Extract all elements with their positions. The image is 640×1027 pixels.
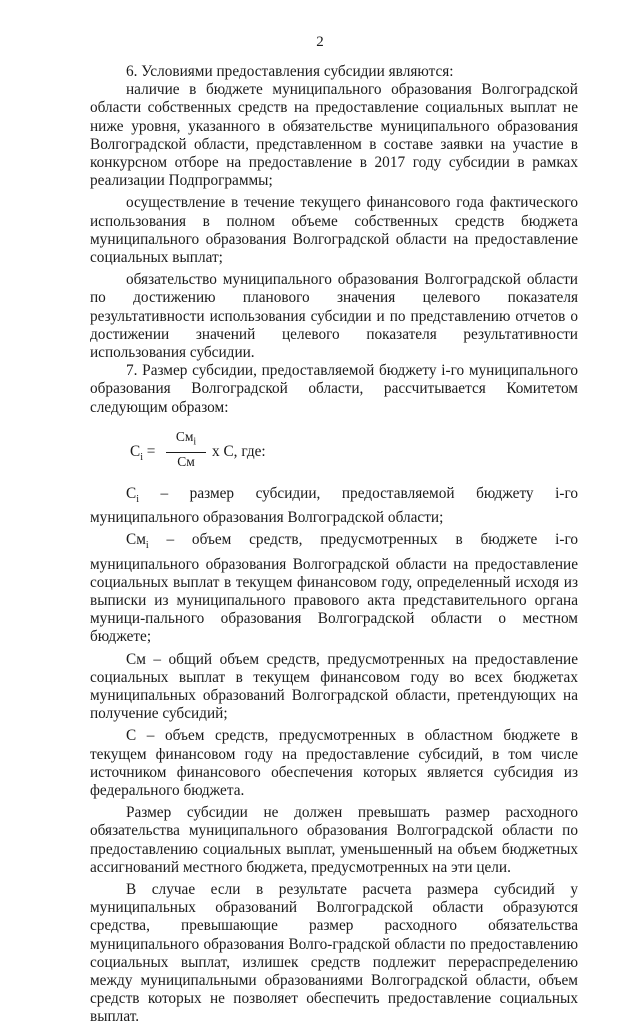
fraction-bar [166,452,206,453]
subsidy-formula [90,423,578,483]
document-body [90,63,578,1027]
page-number: 2 [316,34,324,50]
definition-cmi: $См_i$ – объем средств, предусмотренных в бюджете i-го муниципального образования Волгоградской области на предоставление социальных выплат в текущем финансовом году, определенный исходя из выписки из муниципального правового акта представительного органа муници-пального образования Волгоградской области о местном бюджете; [90,531,578,646]
definition-cm: См – общий объем средств, предусмотренных на предоставление социальных выплат в текущем финансовом году во всех бюджетах муниципальных образований Волгоградской области, претендующих на получение субсидий; [90,650,578,723]
section-6-heading: 6. Условиями предоставления субсидии являются: [126,63,454,80]
condition-full-use: осуществление в течение текущего финансового года фактического использования в полном объеме собственных средств бюджета муниципального образования Волгоградской области на предоставление социальных выплат; [90,194,578,267]
section-7-intro: 7. Размер субсидии, предоставляемой бюджету i-го муниципального образования Волгоградской области, рассчитывается Комитетом следующим образом: [90,362,578,416]
condition-target-indicator: обязательство муниципального образования Волгоградской области по достижению планового значения целевого показателя результативности использования субсидии и по представлению отчетов о достижении значений целевого показателя результативности использования субсидии. [90,271,578,362]
subsidy-limit-paragraph: Размер субсидии не должен превышать размер расходного обязательства муниципального образования Волгоградской области по предоставлению социальных выплат, уменьшенный на объем бюджетных ассигнований местного бюджета, предусмотренных на эти цели. [90,804,578,876]
definition-ci: $C_i$ – размер субсидии, предоставляемой бюджету i-го муниципального образования Волгоградской области; [90,484,578,527]
formula-fraction [166,429,206,470]
redistribution-paragraph: В случае если в результате расчета размера субсидий у муниципальных образований Волгоградской области образуются средства, превышающие размер расходного обязательства муниципального образования Волго-градской области по предоставлению социальных выплат, излишек средств подлежит перераспределению между муниципальными образованиями Волгоградской области, объем средств которых не позволяет обеспечить предоставление социальных выплат. [90,881,578,1026]
formula-numerator: $См_i$ [175,428,197,448]
formula-lhs: $C_i$ = [130,442,156,463]
definition-c: С – объем средств, предусмотренных в областном бюджете в текущем финансовом году на предоставление субсидий, в том числе источником финансового обеспечения которых является субсидия из федерального бюджета. [90,727,578,799]
formula-rhs: x С, где: [212,442,266,460]
formula-denominator: См [177,453,195,469]
condition-own-funds: наличие в бюджете муниципального образования Волгоградской области собственных средств на предоставление социальных выплат не ниже уровня, указанного в обязательстве муниципального образования Волгоградской области, представленном в составе заявки на участие в конкурсном отборе на предоставление в 2017 году субсидии в рамках реализации Подпрограммы; [90,81,578,190]
